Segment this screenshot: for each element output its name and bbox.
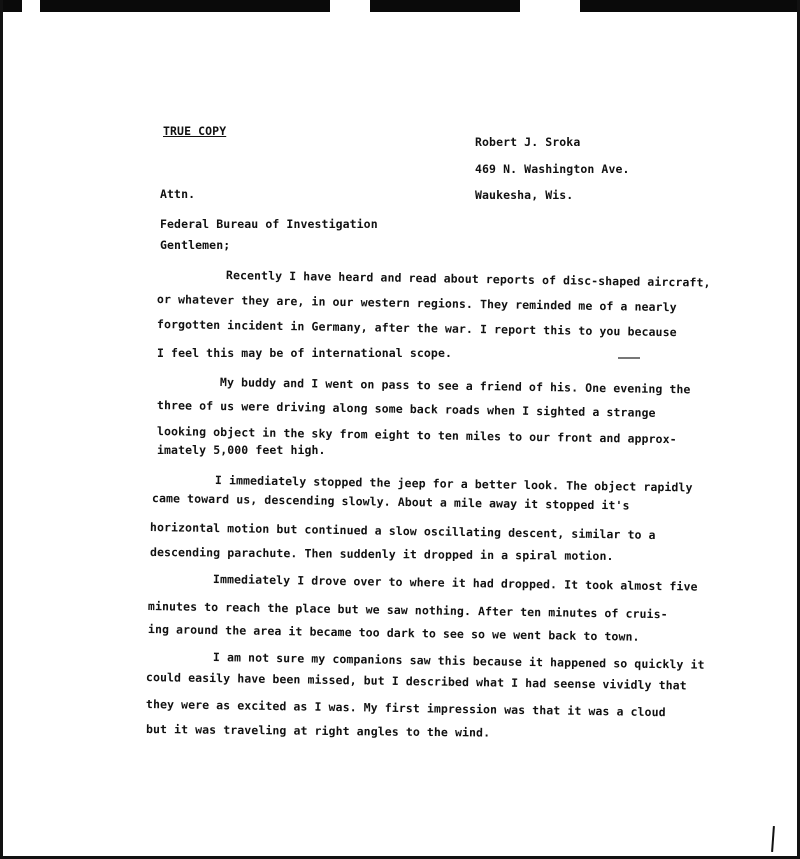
scan-border-gap: [22, 0, 40, 12]
true-copy-stamp: TRUE COPY: [163, 124, 227, 138]
body-line: they were as excited as I was. My first impression was that it was a cloud: [145, 697, 666, 720]
sender-name: Robert J. Sroka: [475, 135, 581, 149]
salutation: Gentlemen;: [160, 238, 231, 252]
scan-smudge: [618, 357, 640, 359]
body-line: horizontal motion but continued a slow oscillating descent, similar to a: [149, 520, 656, 542]
sender-street: 469 N. Washington Ave.: [475, 162, 630, 176]
body-line: could easily have been missed, but I described what I had seense vividly that: [145, 670, 687, 693]
body-line: looking object in the sky from eight to ten miles to our front and approx-: [156, 424, 677, 447]
body-line: I feel this may be of international scope.: [157, 346, 452, 360]
body-line: Recently I have heard and read about reports of disc-shaped aircraft,: [225, 268, 711, 290]
body-line: imately 5,000 feet high.: [157, 443, 326, 457]
scan-left-border: [0, 0, 3, 859]
body-line: Immediately I drove over to where it had dropped. It took almost five: [212, 572, 698, 594]
body-line: came toward us, descending slowly. About a mile away it stopped it's: [151, 491, 630, 513]
body-line: or whatever they are, in our western regions. They reminded me of a nearly: [156, 292, 677, 315]
body-line: ing around the area it became too dark to see so we went back to town.: [147, 622, 640, 644]
scan-border-gap: [520, 0, 580, 12]
body-line: I immediately stopped the jeep for a better look. The object rapidly: [214, 473, 693, 495]
body-line: three of us were driving along some back roads when I sighted a strange: [156, 398, 656, 420]
body-line: My buddy and I went on pass to see a friend of his. One evening the: [219, 375, 691, 397]
body-line: I am not sure my companions saw this because it happened so quickly it: [212, 650, 705, 672]
scan-top-border: [0, 0, 800, 12]
attention-line: Attn.: [160, 187, 196, 201]
scan-border-gap: [330, 0, 370, 12]
body-line: but it was traveling at right angles to the wind.: [145, 722, 491, 740]
body-line: forgotten incident in Germany, after the war. I report this to you because: [156, 317, 677, 340]
recipient-agency: Federal Bureau of Investigation: [160, 217, 378, 231]
scan-margin-mark: [771, 826, 775, 852]
body-line: descending parachute. Then suddenly it dropped in a spiral motion.: [149, 545, 614, 564]
sender-city: Waukesha, Wis.: [475, 188, 574, 202]
body-line: minutes to reach the place but we saw nothing. After ten minutes of cruis-: [147, 599, 668, 622]
